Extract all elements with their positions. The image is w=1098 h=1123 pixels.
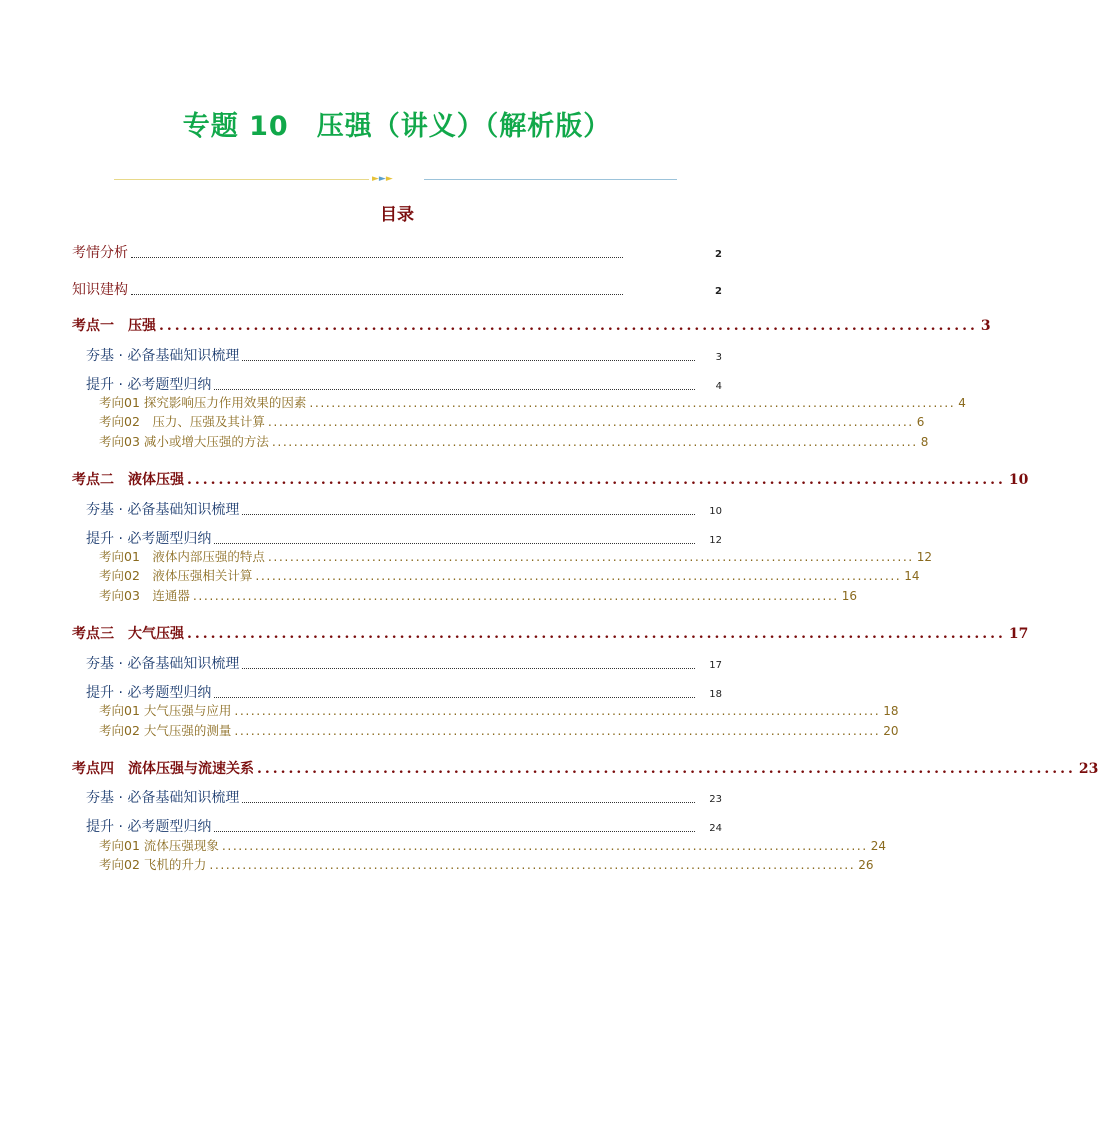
toc-direction-label: 考向01 流体压强现象 — [99, 838, 219, 853]
toc-page-number: 2 — [715, 286, 722, 297]
toc-direction-label: 考向01 探究影响压力作用效果的因素 — [99, 395, 307, 410]
document-title: 专题 10 压强（讲义）（解析版） — [182, 111, 612, 142]
toc-direction[interactable] — [99, 701, 899, 719]
toc-sub-types[interactable] — [86, 682, 722, 702]
toc-page-number: 23 — [709, 794, 722, 805]
toc-section-4[interactable] — [72, 758, 1098, 778]
toc-page-number: 23 — [1078, 761, 1098, 777]
toc-direction-label: 考向03 连通器 — [99, 588, 190, 603]
toc-sub-label: 夯基 · 必备基础知识梳理 — [86, 348, 240, 364]
toc-section-3[interactable] — [72, 623, 1029, 643]
toc-sub-label: 提升 · 必考题型归纳 — [86, 819, 212, 835]
toc-page-number: 20 — [883, 724, 899, 738]
toc-sub-basics[interactable] — [86, 653, 722, 673]
toc-sub-basics[interactable] — [86, 787, 722, 807]
toc-entry-label: 考情分析 — [72, 245, 128, 261]
toc-direction-label: 考向01 液体内部压强的特点 — [99, 549, 265, 564]
dot-leader: ...................................................................................................................... — [234, 723, 881, 738]
toc-direction[interactable] — [99, 836, 887, 854]
toc-page-number: 18 — [883, 704, 899, 718]
dot-leader: ...................................................................................................................... — [271, 434, 918, 449]
dot-leader — [242, 801, 695, 803]
dot-leader: ...................................................................................................................... — [234, 703, 881, 718]
toc-sub-types[interactable] — [86, 528, 722, 548]
toc-entry-knowledge[interactable] — [72, 279, 722, 299]
dot-leader — [242, 359, 695, 361]
toc-page-number: 12 — [916, 550, 933, 564]
toc-sub-label: 夯基 · 必备基础知识梳理 — [86, 790, 240, 806]
toc-section-1[interactable] — [72, 315, 991, 335]
toc-direction-label: 考向02 大气压强的测量 — [99, 723, 232, 738]
toc-sub-label: 提升 · 必考题型归纳 — [86, 377, 212, 393]
toc-section-label: 考点三 大气压强 — [72, 626, 184, 642]
toc-page-number: 6 — [916, 415, 925, 429]
toc-sub-label: 夯基 · 必备基础知识梳理 — [86, 502, 240, 518]
arrow-right-icon: ► — [385, 174, 393, 184]
dot-leader — [242, 667, 695, 669]
toc-page-number: 17 — [1008, 626, 1029, 642]
toc-section-label: 考点四 流体压强与流速关系 — [72, 761, 254, 777]
toc-page-number: 10 — [709, 506, 722, 517]
toc-sub-label: 提升 · 必考题型归纳 — [86, 531, 212, 547]
divider-arrows — [372, 172, 393, 186]
toc-direction-label: 考向02 液体压强相关计算 — [99, 568, 253, 583]
dot-leader — [214, 696, 695, 698]
dot-leader: ........................................................................................................ — [187, 472, 1006, 488]
toc-direction[interactable] — [99, 855, 874, 873]
toc-page-number: 4 — [958, 396, 966, 410]
toc-sub-types[interactable] — [86, 374, 722, 394]
divider-line-left — [114, 179, 369, 180]
toc-page-number: 14 — [904, 569, 920, 583]
toc-sub-label: 夯基 · 必备基础知识梳理 — [86, 656, 240, 672]
divider-line-right — [424, 179, 677, 180]
toc-page-number: 10 — [1008, 472, 1029, 488]
dot-leader: ...................................................................................................................... — [267, 549, 914, 564]
dot-leader — [214, 388, 695, 390]
toc-direction-label: 考向01 大气压强与应用 — [99, 703, 232, 718]
toc-direction[interactable] — [99, 547, 933, 565]
dot-leader: ........................................................................................................ — [257, 761, 1076, 777]
toc-direction[interactable] — [99, 393, 966, 411]
toc-direction-label: 考向03 减小或增大压强的方法 — [99, 434, 269, 449]
toc-direction-label: 考向02 飞机的升力 — [99, 857, 207, 872]
toc-sub-label: 提升 · 必考题型归纳 — [86, 685, 212, 701]
toc-page-number: 16 — [841, 589, 858, 603]
toc-section-label: 考点一 压强 — [72, 318, 156, 334]
toc-page-number: 24 — [709, 823, 722, 834]
toc-page-number: 8 — [920, 435, 929, 449]
toc-sub-basics[interactable] — [86, 345, 722, 365]
toc-heading: 目录 — [380, 205, 414, 225]
toc-section-2[interactable] — [72, 469, 1029, 489]
toc-page-number: 3 — [715, 352, 722, 363]
toc-sub-types[interactable] — [86, 816, 722, 836]
arrow-right-icon: ► — [372, 174, 379, 184]
dot-leader — [242, 513, 695, 515]
dot-leader: ...................................................................................................................... — [209, 857, 856, 872]
dot-leader: ...................................................................................................................... — [221, 838, 868, 853]
dot-leader — [214, 542, 695, 544]
toc-direction[interactable] — [99, 432, 929, 450]
toc-page-number: 17 — [709, 660, 722, 671]
dot-leader: ...................................................................................................................... — [267, 414, 914, 429]
toc-section-label: 考点二 液体压强 — [72, 472, 184, 488]
toc-page-number: 24 — [870, 839, 887, 853]
dot-leader: ........................................................................................................ — [159, 318, 978, 334]
toc-page-number: 26 — [858, 858, 874, 872]
toc-entry-analysis[interactable] — [72, 242, 722, 262]
dot-leader — [131, 293, 623, 295]
dot-leader: ........................................................................................................ — [187, 626, 1006, 642]
arrow-right-icon: ► — [378, 174, 386, 184]
dot-leader — [214, 830, 695, 832]
toc-page-number: 12 — [709, 535, 722, 546]
toc-direction[interactable] — [99, 721, 899, 739]
dot-leader: ...................................................................................................................... — [309, 395, 956, 410]
toc-page-number: 4 — [715, 381, 722, 392]
toc-direction[interactable] — [99, 566, 920, 584]
toc-page-number: 2 — [715, 249, 722, 260]
dot-leader — [131, 256, 623, 258]
toc-direction-label: 考向02 压力、压强及其计算 — [99, 414, 265, 429]
toc-entry-label: 知识建构 — [72, 282, 128, 298]
title-divider — [114, 172, 677, 186]
toc-page-number: 3 — [980, 318, 991, 334]
toc-direction[interactable] — [99, 586, 858, 604]
toc-page-number: 18 — [709, 689, 722, 700]
toc-sub-basics[interactable] — [86, 499, 722, 519]
toc-direction[interactable] — [99, 412, 925, 430]
dot-leader: ...................................................................................................................... — [255, 568, 902, 583]
dot-leader: ...................................................................................................................... — [192, 588, 839, 603]
